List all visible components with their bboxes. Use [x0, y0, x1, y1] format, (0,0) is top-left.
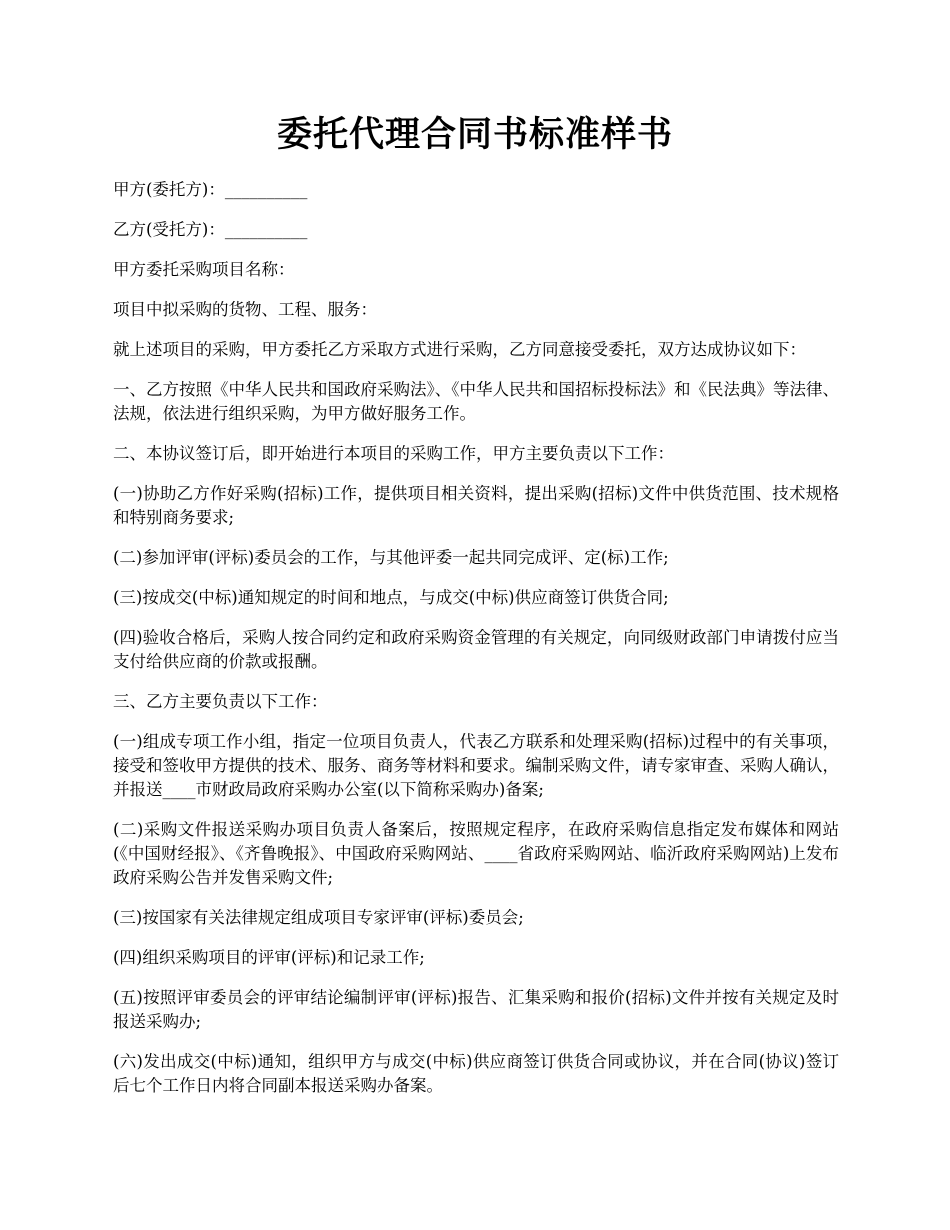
- project-name-line: 甲方委托采购项目名称：: [113, 260, 295, 279]
- clause-2-item-3: (三)按成交(中标)通知规定的时间和地点，与成交(中标)供应商签订供货合同;: [113, 588, 669, 607]
- clause-3-item-5: (五)按照评审委员会的评审结论编制评审(评标)报告、汇集采购和报价(招标)文件并按有关规定及时报送采购办;: [113, 988, 839, 1031]
- clause-3-item-4: (四)组织采购项目的评审(评标)和记录工作;: [113, 948, 425, 967]
- agreement-intro: 就上述项目的采购，甲方委托乙方采取方式进行采购，乙方同意接受委托，双方达成协议如下：: [113, 340, 806, 359]
- clause-3-heading: 三、乙方主要负责以下工作：: [113, 692, 328, 711]
- clause-3-item-1: (一)组成专项工作小组，指定一位项目负责人，代表乙方联系和处理采购(招标)过程中的有关事项，接受和签收甲方提供的技术、服务、商务等材料和要求。编制采购文件，请专家审查、采购人确认，并报送____市财政局政府采购办公室(以下简称采购办)备案;: [113, 732, 839, 799]
- party-b-line: 乙方(受托方)：__________: [113, 220, 308, 239]
- procurement-items-line: 项目中拟采购的货物、工程、服务：: [113, 300, 377, 319]
- clause-2-heading: 二、本协议签订后，即开始进行本项目的采购工作，甲方主要负责以下工作：: [113, 444, 674, 463]
- document-title: 委托代理合同书标准样书: [276, 114, 673, 155]
- clause-3-item-6: (六)发出成交(中标)通知，组织甲方与成交(中标)供应商签订供货合同或协议，并在合同(协议)签订后七个工作日内将合同副本报送采购办备案。: [113, 1052, 839, 1095]
- clause-1: 一、乙方按照《中华人民共和国政府采购法》、《中华人民共和国招标投标法》和《民法典》等法律、法规，依法进行组织采购，为甲方做好服务工作。: [113, 380, 839, 423]
- clause-3-item-2: (二)采购文件报送采购办项目负责人备案后，按照规定程序，在政府采购信息指定发布媒体和网站(《中国财经报》、《齐鲁晚报》、中国政府采购网站、____省政府采购网站、临沂政府采购网站)上发布政府采购公告并发售采购文件;: [113, 820, 839, 887]
- clause-2-item-4: (四)验收合格后，采购人按合同约定和政府采购资金管理的有关规定，向同级财政部门申请拨付应当支付给供应商的价款或报酬。: [113, 628, 839, 671]
- document-body: [113, 178, 839, 1114]
- clause-2-item-1: (一)协助乙方作好采购(招标)工作，提供项目相关资料，提出采购(招标)文件中供货范围、技术规格和特别商务要求;: [113, 484, 839, 527]
- clause-3-item-3: (三)按国家有关法律规定组成项目专家评审(评标)委员会;: [113, 908, 524, 927]
- party-a-line: 甲方(委托方)：__________: [113, 180, 308, 199]
- clause-2-item-2: (二)参加评审(评标)委员会的工作，与其他评委一起共同完成评、定(标)工作;: [113, 548, 669, 567]
